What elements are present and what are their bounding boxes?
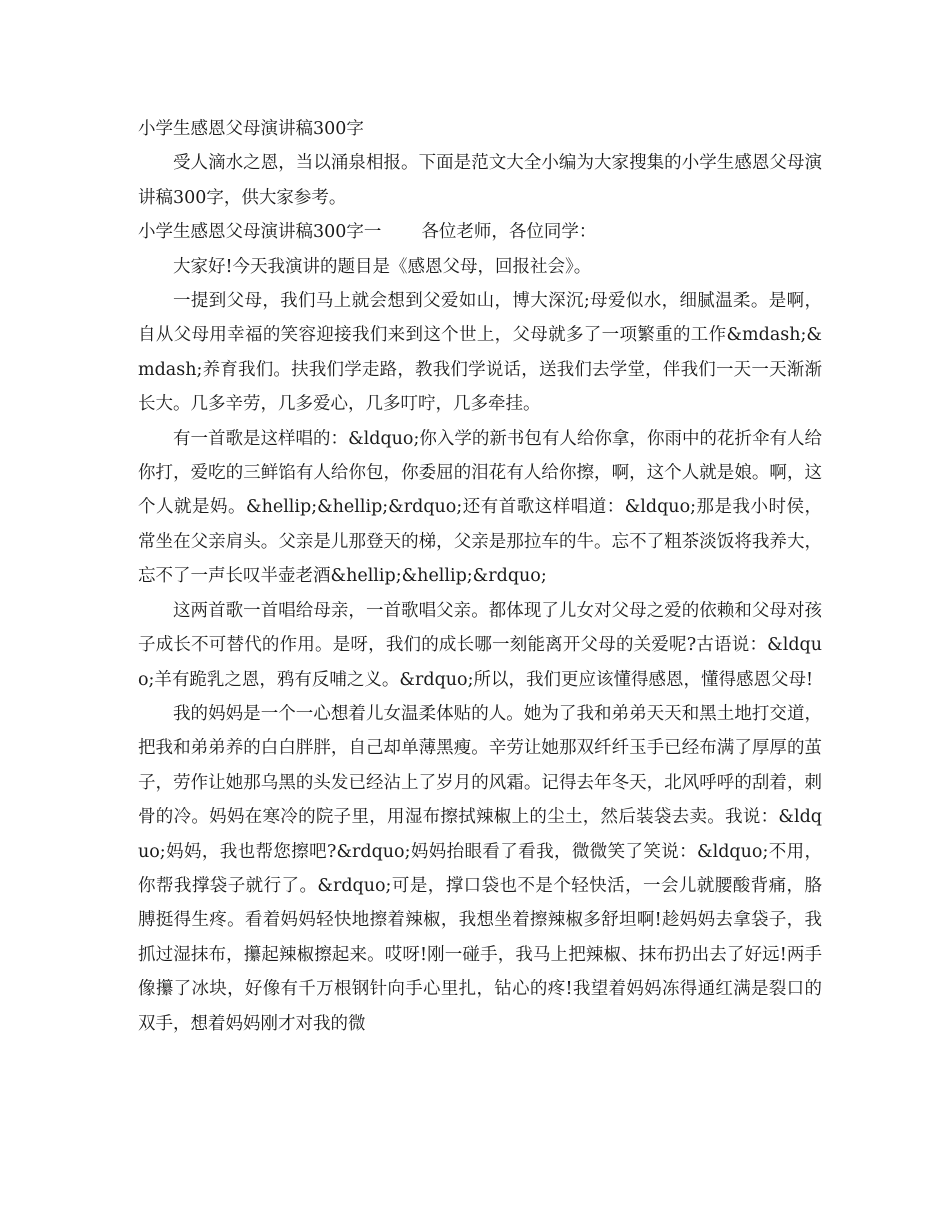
paragraph-1: 大家好!今天我演讲的题目是《感恩父母，回报社会》。 bbox=[173, 256, 592, 277]
paragraph-5: 我的妈妈是一个一心想着儿女温柔体贴的人。她为了我和弟弟天天和黑土地打交道，把我和弟弟养的白白胖胖，自己却单薄黑瘦。辛劳让她那双纤纤玉手已经布满了厚厚的茧子，劳作让她那乌黑的头发已经沾上了岁月的风霜。记得去年冬天，北风呼呼的刮着，刺骨的冷。妈妈在寒冷的院子里，用湿布擦拭辣椒上的尘土，然后装袋去卖。我说：&ldquo;妈妈，我也帮您擦吧?&rdquo;妈妈抬眼看了看我，微微笑了笑说：&ldquo;不用，你帮我撑袋子就行了。&rdquo;可是，撑口袋也不是个轻快活，一会儿就腰酸背痛，胳膊挺得生疼。看着妈妈轻快地擦着辣椒，我想坐着擦辣椒多舒坦啊!趁妈妈去拿袋子，我抓过湿抹布，攥起辣椒擦起来。哎呀!刚一碰手，我马上把辣椒、抹布扔出去了好远!两手像攥了冰块，好像有千万根钢针向手心里扎，钻心的疼!我望着妈妈冻得通红满是裂口的双手，想着妈妈刚才对我的微 bbox=[138, 703, 822, 1034]
section-heading-line bbox=[138, 215, 822, 249]
greeting: 各位老师，各位同学： bbox=[421, 222, 597, 243]
document-body bbox=[138, 112, 822, 1041]
section-heading: 小学生感恩父母演讲稿300字一 bbox=[138, 222, 382, 243]
intro-paragraph: 受人滴水之恩，当以涌泉相报。下面是范文大全小编为大家搜集的小学生感恩父母演讲稿300字，供大家参考。 bbox=[138, 153, 822, 208]
document-title: 小学生感恩父母演讲稿300字 bbox=[138, 119, 364, 139]
paragraph-3: 有一首歌是这样唱的：&ldquo;你入学的新书包有人给你拿，你雨中的花折伞有人给你打，爱吃的三鲜馅有人给你包，你委屈的泪花有人给你擦，啊，这个人就是娘。啊，这个人就是妈。&hellip;&hellip;&rdquo;还有首歌这样唱道：&ldquo;那是我小时侯，常坐在父亲肩头。父亲是儿那登天的梯，父亲是那拉车的牛。忘不了粗茶淡饭将我养大，忘不了一声长叹半壶老酒&hellip;&hellip;&rdquo; bbox=[138, 428, 822, 587]
paragraph-2: 一提到父母，我们马上就会想到父爱如山，博大深沉;母爱似水，细腻温柔。是啊，自从父母用幸福的笑容迎接我们来到这个世上，父母就多了一项繁重的工作&mdash;&mdash;养育我们。扶我们学走路，教我们学说话，送我们去学堂，伴我们一天一天渐渐长大。几多辛劳，几多爱心，几多叮咛，几多牵挂。 bbox=[138, 291, 822, 415]
paragraph-4: 这两首歌一首唱给母亲，一首歌唱父亲。都体现了儿女对父母之爱的依赖和父母对孩子成长不可替代的作用。是呀，我们的成长哪一刻能离开父母的关爱呢?古语说：&ldquo;羊有跪乳之恩，鸦有反哺之义。&rdquo;所以，我们更应该懂得感恩，懂得感恩父母! bbox=[138, 600, 822, 690]
